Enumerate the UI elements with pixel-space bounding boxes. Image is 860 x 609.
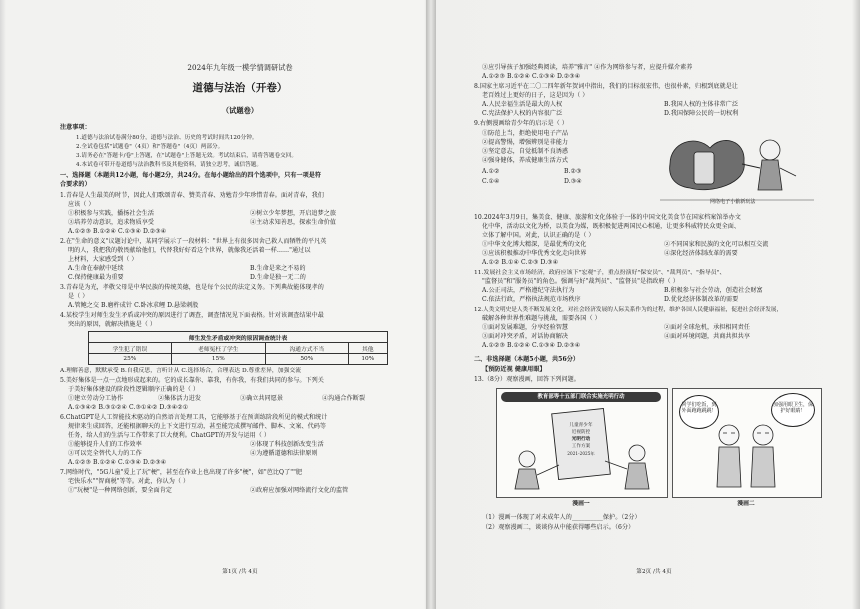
q8-option: B.我国人权的主体非常广泛 xyxy=(664,101,739,108)
exam-page-2 xyxy=(474,8,834,603)
speech-bubble: 加强用眼卫生，保护好眼睛！ xyxy=(771,393,815,427)
q6-choices: A.①②③ B.①②④ C.①③④ D.②③④ xyxy=(68,459,167,466)
doc-line: 近视防控 xyxy=(571,430,591,435)
q9-choice: B.②③ xyxy=(564,168,582,175)
q9-choice: C.①④ xyxy=(482,178,500,185)
q4-stem: 4.某校学生对师生发生矛盾或冲突的原因进行了调查，调查情况见下面表格。针对该调查结果中最 xyxy=(60,312,324,319)
q7-option: ②政府应加强对网络流行文化的监管 xyxy=(250,487,349,494)
doc-line: 儿童青少年 xyxy=(569,423,593,428)
document-illustration xyxy=(497,389,667,497)
q6-option: ④为遵循道德和法律原则 xyxy=(250,450,318,457)
q12-stem-cont: 破解各种世界性难题与挑战，需要各国（ ） xyxy=(482,315,601,322)
section2-heading: 二、非选择题（本题5小题，共56分） xyxy=(474,356,580,363)
q7-option: ①"玩梗"是一种网络创新，要全面肯定 xyxy=(68,487,173,494)
q9-choice: A.①② xyxy=(482,168,500,175)
q1-option: ②树立少年梦想，开启追梦之旅 xyxy=(250,210,337,217)
q1-option: ①积极参与实践，播扬社会生活 xyxy=(68,210,155,217)
q5-choices: A.①③④② B.③①②④ C.③①④② D.③④②① xyxy=(68,404,189,411)
table-cell: 50% xyxy=(265,354,348,365)
q10-stem-cont: 立体了解中国。对此，认识正确的是（ ） xyxy=(482,232,595,239)
notice-1: 1.道德与法治试卷满分80分，道德与法治、历史的考试时间共120分钟。 xyxy=(76,135,258,141)
table-cell: 15% xyxy=(171,354,265,365)
doc-line: 2021-2025年 xyxy=(567,451,595,456)
q10-stem: 10.2024年3月9日，集美食、健康、旅游和文化体验于一体的中国文化美食节在国家档案馆举办文 xyxy=(474,214,741,221)
q1-stem-cont: 应该（ ） xyxy=(68,201,95,208)
q4-options: A.理解善意，默默承受 B.自我反思，言听计从 C.选择场合，合理表达 D.尊重差异，加强交流 xyxy=(60,368,302,374)
q6-stem-cont: 规律来生成回答，还能根据聊天的上下文进行互动，甚至能完成撰写邮件、脚本、文案、代码等 xyxy=(68,423,327,430)
q11-option: A.公正司法，严格遵纪守法执行为 xyxy=(482,287,575,294)
q12-option: ③面对冲突矛盾，对话协商解决 xyxy=(482,333,569,340)
q9-cartoon-caption: 网络电子小偷新玩法 xyxy=(710,199,756,205)
q9-stem: 9.右侧漫画给青少年的启示是（ ） xyxy=(474,120,568,127)
q8-option: A.人民幸福生活是最大的人权 xyxy=(482,101,563,108)
q12-option: ④面对环境问题，共商共担共享 xyxy=(664,333,751,340)
q12-option: ①面对发展难题，分享经验智慧 xyxy=(482,324,569,331)
q12-stem: 12.人类文明史是人类不断发展文化，对社会经济发展的人际关系作为的过程，维护各国人民健康福祉，促进社会经济发展， xyxy=(474,307,783,313)
q11-option: C.依法行政，严格执法规范市场秩序 xyxy=(482,296,581,303)
section1-heading-cont: 合要求的） xyxy=(60,181,91,188)
q13-part1: （1）漫画一体现了对未成年人的__________保护。（2分） xyxy=(482,514,641,521)
q5-option: ②集体活力迸发 xyxy=(158,395,202,402)
q2-stem-cont: 上材料，大家感受到（ ） xyxy=(68,256,138,263)
q3-options: A.管鲍之交 B.磨杵成针 C.卧冰求鲤 D.悬梁刺股 xyxy=(68,302,199,309)
table-header-cell: 学生犯了错误 xyxy=(89,343,172,354)
subject-title: 道德与法治（开卷） xyxy=(192,82,288,94)
q9-option: ①防范上当，拒绝使用电子产品 xyxy=(482,130,569,137)
q7-choices: A.①②③ B.①②④ C.①③④ D.②③④ xyxy=(482,73,581,80)
exam-title: 2024年九年级一模学情调研试卷 xyxy=(187,63,293,72)
q11-option: B.积极参与社会劳动，创造社会财富 xyxy=(664,287,763,294)
q1-choices: A.①②③ B.①②④ C.①③④ D.②③④ xyxy=(68,228,167,235)
q12-choices: A.①②③ B.①②④ C.①③④ D.②③④ xyxy=(482,342,581,349)
q9-option: ④强身健体，养成健康生活方式 xyxy=(482,157,569,164)
q12-option: ②面对全球危机，承担相同责任 xyxy=(664,324,751,331)
q5-stem-cont: 于美好集体建设的阶段性逻辑顺序正确的是（ ） xyxy=(68,386,200,393)
q3-stem: 3.青春是为光，孝敬父母是中华民族的传统美德，也是每个公民的法定义务。下列典故能体现孝的 xyxy=(60,284,324,291)
q7-stem-cont: 宅快乐水""智商税"等等。对此，你认为（ ） xyxy=(68,478,190,485)
q6-option: ②体现了科技创新改变生活 xyxy=(250,441,324,448)
section1-heading: 一、选择题（本题共12小题，每小题2分，共24分。在每小题给出的四个选项中，只有一项是符 xyxy=(60,172,322,179)
q8-option: D.我国保障公民的一切权利 xyxy=(664,110,739,117)
q8-stem-cont: 老百姓过上更好的日子，这是因为（ ） xyxy=(482,92,589,99)
q2-option: A.生命在奉献中延续 xyxy=(68,265,124,272)
exam-page-1 xyxy=(60,8,420,603)
q4-stem-cont: 突出的原因，就解决措施是（ ） xyxy=(68,321,156,328)
q6-stem-cont: 任务，给人们的生活与工作带来了巨大便利。ChatGPT的开发与运用（ ） xyxy=(68,432,271,439)
q11-stem: 11.发展社会主义市场经济，政府应该下"宏观"子，重点扮演好"保安员"、"裁判员"、"指导员"、 xyxy=(474,270,726,276)
table-caption: 师生发生矛盾或冲突的原因调查统计表 xyxy=(89,332,388,343)
q3-stem-cont: 是（ ） xyxy=(68,293,89,300)
q5-option: ①建立劳动分工协作 xyxy=(68,395,124,402)
q10-option: ③应该积极推动中华优秀文化走向世界 xyxy=(482,250,587,257)
q10-option: ②不同国家和民族的文化可以相互交流 xyxy=(664,241,769,248)
table-header-cell: 老师冤枉了学生 xyxy=(171,343,265,354)
q8-stem: 8.国家主席习近平在二〇二四年新年贺词中指出，我们的目标很宏伟，也很朴素，归根到底就是让 xyxy=(474,83,738,90)
q2-stem-cont: 明的人，我把我的敬畏献给他们，代替我好好看这个世界，就像我还活着一样……"通过以 xyxy=(68,247,311,254)
doc-line: 光明行动 xyxy=(571,437,591,442)
q6-option: ①能够提升人们的工作效率 xyxy=(68,441,142,448)
center-fold xyxy=(426,0,436,609)
q1-option: ③培养劳动意识，追求物质享受 xyxy=(68,219,155,226)
q5-option: ③确立共同愿景 xyxy=(240,395,284,402)
q10-stem-cont: 化中华，活动以文化为桥，以美食为媒，既积极促进两国民心相通，让更多科威特民众更全面、 xyxy=(482,223,741,230)
table-cell: 10% xyxy=(348,354,387,365)
cartoon-two-caption: 漫画二 xyxy=(737,501,755,507)
cartoon-banner: 教育部等十五部门联合实施光明行动 xyxy=(501,392,661,402)
q2-stem: 2.在"生命的意义"议题讨论中，某同学展示了一段材料："世界上有很多因舍己救人而牺牲的平凡英 xyxy=(60,238,327,245)
q13-stem: 13.（8分）观察漫画，回答下列问题。 xyxy=(474,376,580,383)
table-header-cell: 其他 xyxy=(348,343,387,354)
page-footer: 第2页 /共 4页 xyxy=(636,569,672,575)
q13-part2: （2）观察漫画二，谈谈你从中能获得哪些启示。（6分） xyxy=(482,524,635,531)
q7-more-options: ③应引导孩子加强经典阅读，培养"雅言" ④作为网络参与者，应提升媒介素养 xyxy=(482,64,693,71)
table-cell: 25% xyxy=(89,354,172,365)
q9-option: ②提高警惕，增强辨别是非能力 xyxy=(482,139,569,146)
speech-bubble: 同学们吃饭，到外面跑跑跳跳！ xyxy=(679,395,719,429)
q5-option: ④沟通合作断裂 xyxy=(322,395,366,402)
paper-label: （试题卷） xyxy=(221,106,259,115)
q6-stem: 6.ChatGPT是人工智能技术驱动的自然语言处理工具，它能够基于在预训练阶段所见的模式和统计 xyxy=(60,414,328,421)
q11-stem-cont: "监督员"和"服务员"的角色。强调与好"裁判员"、"监督员"是指政府（ ） xyxy=(482,278,679,285)
page-footer: 第1页 /共 4页 xyxy=(222,569,258,575)
cartoon-two xyxy=(672,388,822,498)
q10-choices: A.①② B.①④ C.②③ D.③④ xyxy=(482,259,559,266)
topic-heading: 【预防近视 健康用眼】 xyxy=(482,366,546,373)
doc-line: 工作方案 xyxy=(571,444,591,449)
q11-option: D.优化经济体制改革的需要 xyxy=(664,296,739,303)
q2-option: B.生命是来之不易的 xyxy=(250,265,306,272)
q9-option: ③坚定意志，自觉抵制不良诱惑 xyxy=(482,148,569,155)
q9-cartoon xyxy=(650,124,824,210)
cartoon-one-caption: 漫画一 xyxy=(572,501,590,507)
q2-option: D.生命是独一无二的 xyxy=(250,274,306,281)
q7-stem: 7.网络时代，"5G儿童"爱上了玩"梗"，甚至在作业上也出现了许多"梗"，如"芭比Q了""肥 xyxy=(60,469,303,476)
notice-title: 注意事项： xyxy=(60,124,91,131)
q10-option: ①中华文化博大精深，是最优秀的文化 xyxy=(482,241,587,248)
q10-option: ④深化经济体制改革的需要 xyxy=(664,250,738,257)
q6-option: ③可以完全替代人力的工作 xyxy=(68,450,142,457)
q5-stem: 5.美好集体是一点一点地形成起来的。它的成长靠你、靠我，有你我，有我们共同的参与。下列关 xyxy=(60,377,324,384)
q1-stem: 1.青春是人生最美的时节，因此人们歌颂青春、赞美青春、劝勉青少年珍惜青春。面对青春，我们 xyxy=(60,192,324,199)
table-header-cell: 沟通方式不当 xyxy=(265,343,348,354)
q1-option: ④主动求知善思，探索生命价值 xyxy=(250,219,337,226)
students-illustration xyxy=(673,389,821,497)
cartoon-one xyxy=(496,388,668,498)
notice-2: 2.全试卷包括"试题卷"（4页）和"答题卷"（4页）两部分。 xyxy=(76,144,224,150)
q9-choice: D.③④ xyxy=(564,178,582,185)
survey-table xyxy=(88,331,388,365)
notice-3: 3.请务必在"答题卡/卷"上答题，在"试题卷"上答题无效。考试结束后，请将答题卷交回。 xyxy=(76,153,298,159)
q8-option: C.宪法保护人权的内容很广泛 xyxy=(482,110,563,117)
notice-4: 4.本试卷可带开卷道德与法治教科书及其他资料，请独立思考，诚信答题。 xyxy=(76,162,263,168)
q2-option: C.保持健康最为重要 xyxy=(68,274,124,281)
